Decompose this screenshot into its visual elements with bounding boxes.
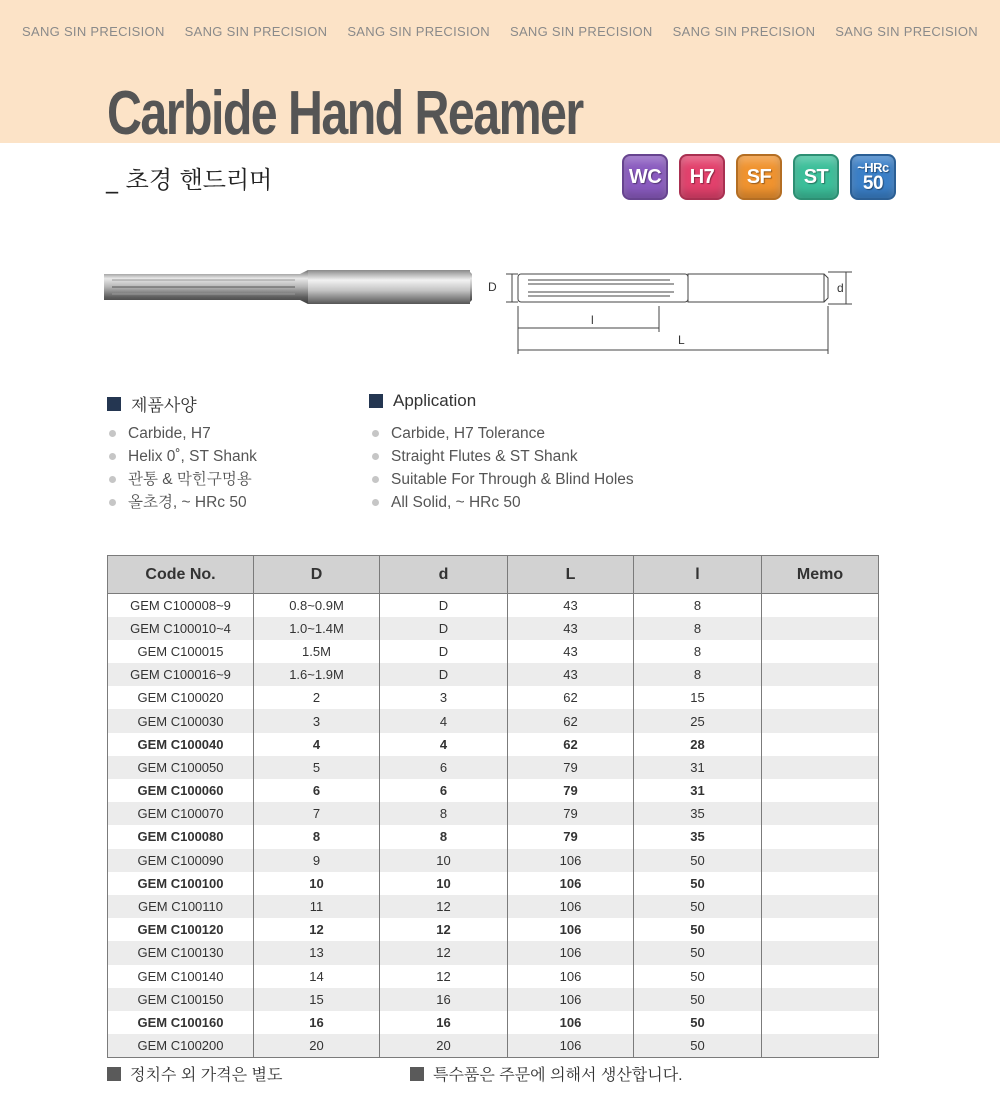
brand-text: SANG SIN PRECISION xyxy=(347,24,490,39)
cell-d: D xyxy=(380,594,508,617)
cell-memo xyxy=(762,779,879,802)
sf-badge: SF xyxy=(736,154,782,200)
hrc-badge xyxy=(850,154,896,200)
cell-code: GEM C100130 xyxy=(108,941,254,964)
bullet-dot-icon xyxy=(372,453,379,460)
footer-note-right-text: 특수품은 주문에 의해서 생산합니다. xyxy=(433,1067,683,1084)
cell-L: 43 xyxy=(508,617,634,640)
cell-d: 4 xyxy=(380,709,508,732)
application-list xyxy=(372,422,634,514)
table-row xyxy=(108,617,879,640)
cell-L: 43 xyxy=(508,663,634,686)
table-row xyxy=(108,594,879,617)
cell-code: GEM C100100 xyxy=(108,872,254,895)
footer-note-right xyxy=(410,1062,683,1085)
bullet-dot-icon xyxy=(109,453,116,460)
cell-D: 15 xyxy=(254,988,380,1011)
cell-l: 50 xyxy=(634,872,762,895)
cell-d: 12 xyxy=(380,941,508,964)
cell-l: 28 xyxy=(634,733,762,756)
table-row xyxy=(108,895,879,918)
cell-memo xyxy=(762,802,879,825)
list-item xyxy=(109,491,257,514)
page-subtitle: _ 초경 핸드리머 xyxy=(106,166,273,194)
cell-code: GEM C100010~4 xyxy=(108,617,254,640)
cell-code: GEM C100008~9 xyxy=(108,594,254,617)
list-item-text: Carbide, H7 xyxy=(128,425,211,442)
reamer-photo xyxy=(100,262,472,312)
cell-L: 62 xyxy=(508,709,634,732)
cell-l: 35 xyxy=(634,802,762,825)
table-row xyxy=(108,872,879,895)
cell-D: 5 xyxy=(254,756,380,779)
table-row xyxy=(108,965,879,988)
cell-D: 6 xyxy=(254,779,380,802)
list-item xyxy=(372,491,634,514)
bullet-dot-icon xyxy=(372,499,379,506)
list-item-text: Straight Flutes & ST Shank xyxy=(391,448,578,465)
table-row xyxy=(108,941,879,964)
list-item-text: All Solid, ~ HRc 50 xyxy=(391,494,521,511)
bullet-dot-icon xyxy=(372,430,379,437)
cell-memo xyxy=(762,988,879,1011)
brand-text: SANG SIN PRECISION xyxy=(22,24,165,39)
brand-text: SANG SIN PRECISION xyxy=(835,24,978,39)
list-item xyxy=(372,422,634,445)
col-header-l: l xyxy=(634,556,762,594)
spec-korean-list xyxy=(109,422,257,514)
cell-code: GEM C100090 xyxy=(108,849,254,872)
cell-code: GEM C100110 xyxy=(108,895,254,918)
cell-code: GEM C100050 xyxy=(108,756,254,779)
table-header-row xyxy=(108,556,879,594)
cell-D: 0.8~0.9M xyxy=(254,594,380,617)
brand-text: SANG SIN PRECISION xyxy=(184,24,328,39)
cell-D: 12 xyxy=(254,918,380,941)
reamer-drawing xyxy=(480,262,860,362)
cell-memo xyxy=(762,686,879,709)
cell-L: 43 xyxy=(508,640,634,663)
brand-text: SANG SIN PRECISION xyxy=(672,24,816,39)
cell-d: 10 xyxy=(380,872,508,895)
cell-code: GEM C100016~9 xyxy=(108,663,254,686)
cell-D: 1.6~1.9M xyxy=(254,663,380,686)
cell-d: 12 xyxy=(380,965,508,988)
col-header-code: Code No. xyxy=(108,556,254,594)
st-badge: ST xyxy=(793,154,839,200)
cell-memo xyxy=(762,640,879,663)
cell-code: GEM C100080 xyxy=(108,825,254,848)
list-item xyxy=(109,445,257,468)
cell-memo xyxy=(762,849,879,872)
table-row xyxy=(108,779,879,802)
cell-L: 79 xyxy=(508,756,634,779)
cell-d: 3 xyxy=(380,686,508,709)
cell-L: 106 xyxy=(508,849,634,872)
table-body xyxy=(108,594,879,1058)
cell-L: 106 xyxy=(508,1011,634,1034)
cell-l: 50 xyxy=(634,965,762,988)
cell-d: 10 xyxy=(380,849,508,872)
cell-code: GEM C100060 xyxy=(108,779,254,802)
bullet-dot-icon xyxy=(109,430,116,437)
table-row xyxy=(108,733,879,756)
spec-korean-heading xyxy=(107,391,197,416)
table-row xyxy=(108,918,879,941)
cell-L: 62 xyxy=(508,733,634,756)
cell-l: 35 xyxy=(634,825,762,848)
cell-d: 8 xyxy=(380,825,508,848)
cell-D: 4 xyxy=(254,733,380,756)
cell-D: 16 xyxy=(254,1011,380,1034)
cell-d: D xyxy=(380,663,508,686)
bullet-square-icon xyxy=(107,1067,121,1081)
list-item xyxy=(109,468,257,491)
cell-d: 6 xyxy=(380,779,508,802)
cell-D: 10 xyxy=(254,872,380,895)
bullet-square-icon xyxy=(369,394,383,408)
cell-d: 4 xyxy=(380,733,508,756)
cell-code: GEM C100015 xyxy=(108,640,254,663)
cell-code: GEM C100040 xyxy=(108,733,254,756)
cell-memo xyxy=(762,825,879,848)
cell-l: 50 xyxy=(634,1034,762,1057)
cell-l: 8 xyxy=(634,640,762,663)
table-row xyxy=(108,1034,879,1057)
hrc-badge-bottom: 50 xyxy=(862,173,884,194)
list-item xyxy=(372,445,634,468)
cell-D: 7 xyxy=(254,802,380,825)
drawing-label-D: D xyxy=(488,280,497,294)
cell-D: 11 xyxy=(254,895,380,918)
cell-code: GEM C100020 xyxy=(108,686,254,709)
application-title: Application xyxy=(393,391,477,410)
cell-D: 3 xyxy=(254,709,380,732)
cell-memo xyxy=(762,733,879,756)
cell-L: 106 xyxy=(508,941,634,964)
cell-memo xyxy=(762,895,879,918)
bullet-square-icon xyxy=(410,1067,424,1081)
cell-D: 9 xyxy=(254,849,380,872)
cell-memo xyxy=(762,663,879,686)
table-row xyxy=(108,988,879,1011)
cell-D: 13 xyxy=(254,941,380,964)
cell-D: 1.0~1.4M xyxy=(254,617,380,640)
cell-code: GEM C100200 xyxy=(108,1034,254,1057)
cell-l: 50 xyxy=(634,895,762,918)
bullet-dot-icon xyxy=(109,499,116,506)
table-row xyxy=(108,802,879,825)
cell-d: 12 xyxy=(380,918,508,941)
cell-l: 50 xyxy=(634,849,762,872)
cell-d: 12 xyxy=(380,895,508,918)
cell-L: 62 xyxy=(508,686,634,709)
cell-l: 15 xyxy=(634,686,762,709)
cell-memo xyxy=(762,756,879,779)
list-item-text: Carbide, H7 Tolerance xyxy=(391,425,545,442)
cell-memo xyxy=(762,1011,879,1034)
cell-L: 106 xyxy=(508,988,634,1011)
cell-l: 8 xyxy=(634,594,762,617)
col-header-memo: Memo xyxy=(762,556,879,594)
cell-code: GEM C100070 xyxy=(108,802,254,825)
cell-d: D xyxy=(380,640,508,663)
cell-d: 8 xyxy=(380,802,508,825)
cell-L: 79 xyxy=(508,825,634,848)
cell-L: 106 xyxy=(508,1034,634,1057)
cell-L: 43 xyxy=(508,594,634,617)
list-item xyxy=(109,422,257,445)
table-row xyxy=(108,756,879,779)
cell-memo xyxy=(762,594,879,617)
cell-l: 50 xyxy=(634,1011,762,1034)
table-row xyxy=(108,825,879,848)
cell-l: 50 xyxy=(634,941,762,964)
spec-table xyxy=(107,555,879,1058)
cell-memo xyxy=(762,872,879,895)
page-title: Carbide Hand Reamer xyxy=(107,79,583,148)
cell-d: D xyxy=(380,617,508,640)
cell-L: 106 xyxy=(508,872,634,895)
cell-L: 106 xyxy=(508,918,634,941)
drawing-label-l: l xyxy=(591,313,594,327)
cell-L: 79 xyxy=(508,779,634,802)
footer-note-left-text: 정치수 외 가격은 별도 xyxy=(130,1067,283,1084)
cell-L: 106 xyxy=(508,965,634,988)
table-row xyxy=(108,1011,879,1034)
col-header-L: L xyxy=(508,556,634,594)
cell-D: 2 xyxy=(254,686,380,709)
cell-memo xyxy=(762,918,879,941)
list-item-text: 관통 & 막힌구멍용 xyxy=(128,471,252,488)
cell-D: 14 xyxy=(254,965,380,988)
drawing-label-d: d xyxy=(837,281,844,295)
col-header-d: d xyxy=(380,556,508,594)
cell-code: GEM C100030 xyxy=(108,709,254,732)
col-header-D: D xyxy=(254,556,380,594)
hrc-badge-top: ~HRc xyxy=(857,160,889,175)
drawing-label-L: L xyxy=(678,333,685,347)
cell-l: 8 xyxy=(634,617,762,640)
list-item-text: Suitable For Through & Blind Holes xyxy=(391,471,634,488)
table-row xyxy=(108,709,879,732)
list-item xyxy=(372,468,634,491)
cell-l: 31 xyxy=(634,779,762,802)
h7-badge: H7 xyxy=(679,154,725,200)
brand-text: SANG SIN PRECISION xyxy=(509,24,653,39)
list-item-text: 올초경, ~ HRc 50 xyxy=(128,494,247,511)
footer-note-left xyxy=(107,1062,282,1085)
cell-memo xyxy=(762,1034,879,1057)
cell-D: 8 xyxy=(254,825,380,848)
cell-memo xyxy=(762,617,879,640)
wc-badge: WC xyxy=(622,154,668,200)
cell-l: 31 xyxy=(634,756,762,779)
cell-L: 79 xyxy=(508,802,634,825)
list-item-text: Helix 0˚, ST Shank xyxy=(128,448,257,465)
cell-L: 106 xyxy=(508,895,634,918)
cell-D: 1.5M xyxy=(254,640,380,663)
bullet-dot-icon xyxy=(372,476,379,483)
spec-korean-title: 제품사양 xyxy=(131,396,197,415)
cell-l: 25 xyxy=(634,709,762,732)
table-row xyxy=(108,686,879,709)
brand-row xyxy=(0,24,1000,39)
cell-l: 50 xyxy=(634,988,762,1011)
cell-d: 16 xyxy=(380,988,508,1011)
cell-d: 20 xyxy=(380,1034,508,1057)
table-row xyxy=(108,640,879,663)
feature-badges xyxy=(622,154,896,200)
cell-D: 20 xyxy=(254,1034,380,1057)
cell-l: 50 xyxy=(634,918,762,941)
cell-code: GEM C100160 xyxy=(108,1011,254,1034)
bullet-dot-icon xyxy=(109,476,116,483)
cell-memo xyxy=(762,965,879,988)
table-row xyxy=(108,663,879,686)
cell-l: 8 xyxy=(634,663,762,686)
cell-code: GEM C100150 xyxy=(108,988,254,1011)
application-heading xyxy=(369,391,476,411)
cell-code: GEM C100120 xyxy=(108,918,254,941)
cell-memo xyxy=(762,709,879,732)
cell-memo xyxy=(762,941,879,964)
cell-d: 6 xyxy=(380,756,508,779)
cell-code: GEM C100140 xyxy=(108,965,254,988)
table-row xyxy=(108,849,879,872)
cell-d: 16 xyxy=(380,1011,508,1034)
bullet-square-icon xyxy=(107,397,121,411)
